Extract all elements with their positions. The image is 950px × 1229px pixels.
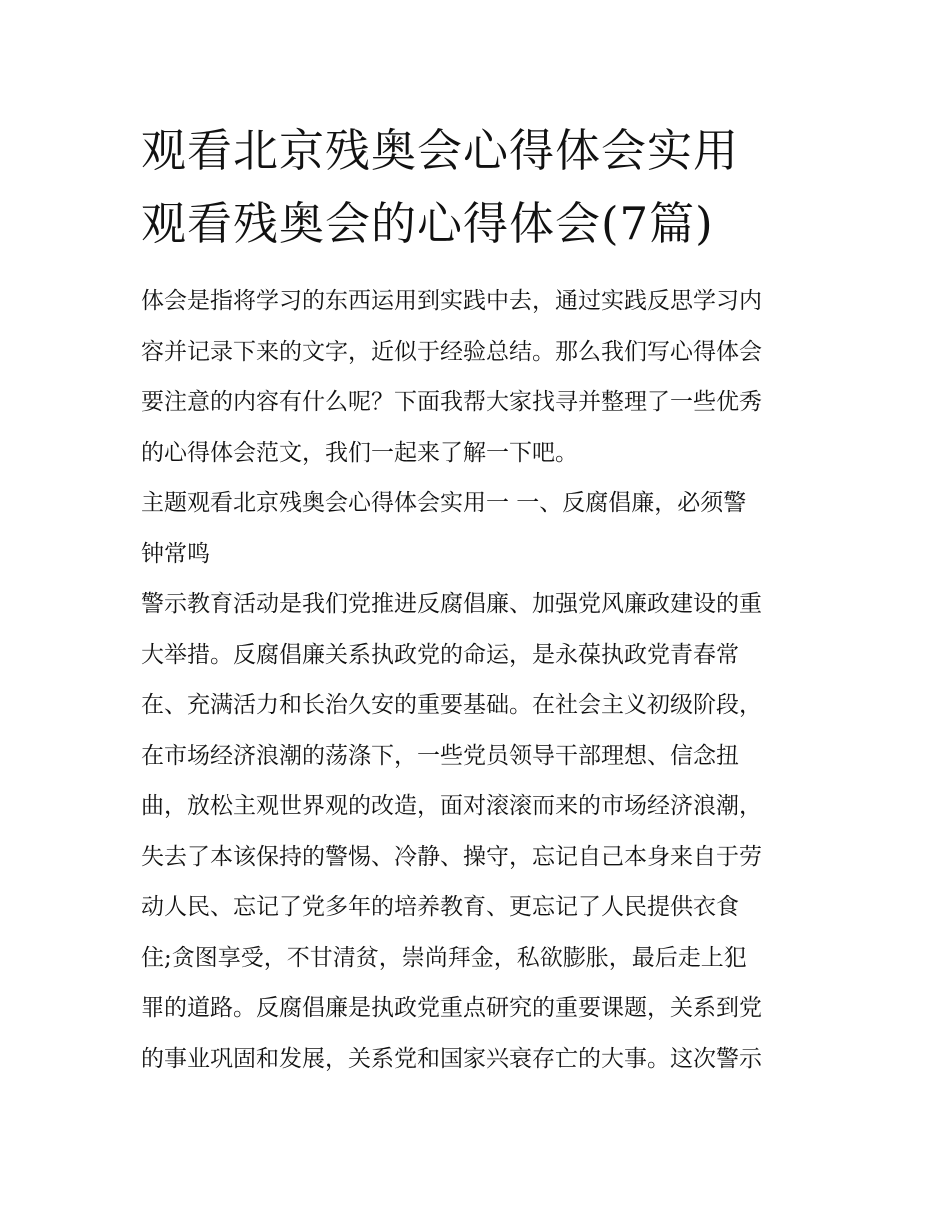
body-line: 大举措。反腐倡廉关系执政党的命运，是永葆执政党青春常 (141, 641, 739, 668)
body-line: 动人民、忘记了党多年的培养教育、更忘记了人民提供衣食 (141, 894, 739, 920)
body-line: 曲，放松主观世界观的改造，面对滚滚而来的市场经济浪潮， (141, 793, 762, 819)
body-line: 钟常鸣 (141, 540, 210, 567)
body-line: 体会是指将学习的东西运用到实践中去，通过实践反思学习内 (141, 288, 762, 314)
body-line: 失去了本该保持的警惕、冷静、操守，忘记自己本身来自于劳 (141, 843, 762, 870)
document-body (141, 276, 821, 1084)
body-line: 罪的道路。反腐倡廉是执政党重点研究的重要课题，关系到党 (141, 995, 762, 1021)
body-line: 警示教育活动是我们党推进反腐倡廉、加强党风廉政建设的重 (141, 591, 762, 617)
body-line: 的事业巩固和发展，关系党和国家兴衰存亡的大事。这次警示 (141, 1045, 762, 1072)
body-line: 在市场经济浪潮的荡涤下，一些党员领导干部理想、信念扭 (141, 742, 739, 769)
document-title (141, 114, 831, 260)
body-line: 主题观看北京残奥会心得体会实用一 一、反腐倡廉，必须警 (141, 490, 747, 516)
body-line: 的心得体会范文，我们一起来了解一下吧。 (141, 439, 578, 466)
title-line: 观看残奥会的心得体会(7篇) (141, 197, 714, 250)
body-line: 要注意的内容有什么呢？下面我帮大家找寻并整理了一些优秀 (141, 389, 762, 415)
body-line: 容并记录下来的文字，近似于经验总结。那么我们写心得体会 (141, 338, 762, 365)
body-line: 住;贪图享受，不甘清贫，崇尚拜金，私欲膨胀，最后走上犯 (141, 944, 747, 971)
title-line: 观看北京残奥会心得体会实用 (141, 124, 740, 177)
body-line: 在、充满活力和长治久安的重要基础。在社会主义初级阶段， (141, 692, 762, 718)
